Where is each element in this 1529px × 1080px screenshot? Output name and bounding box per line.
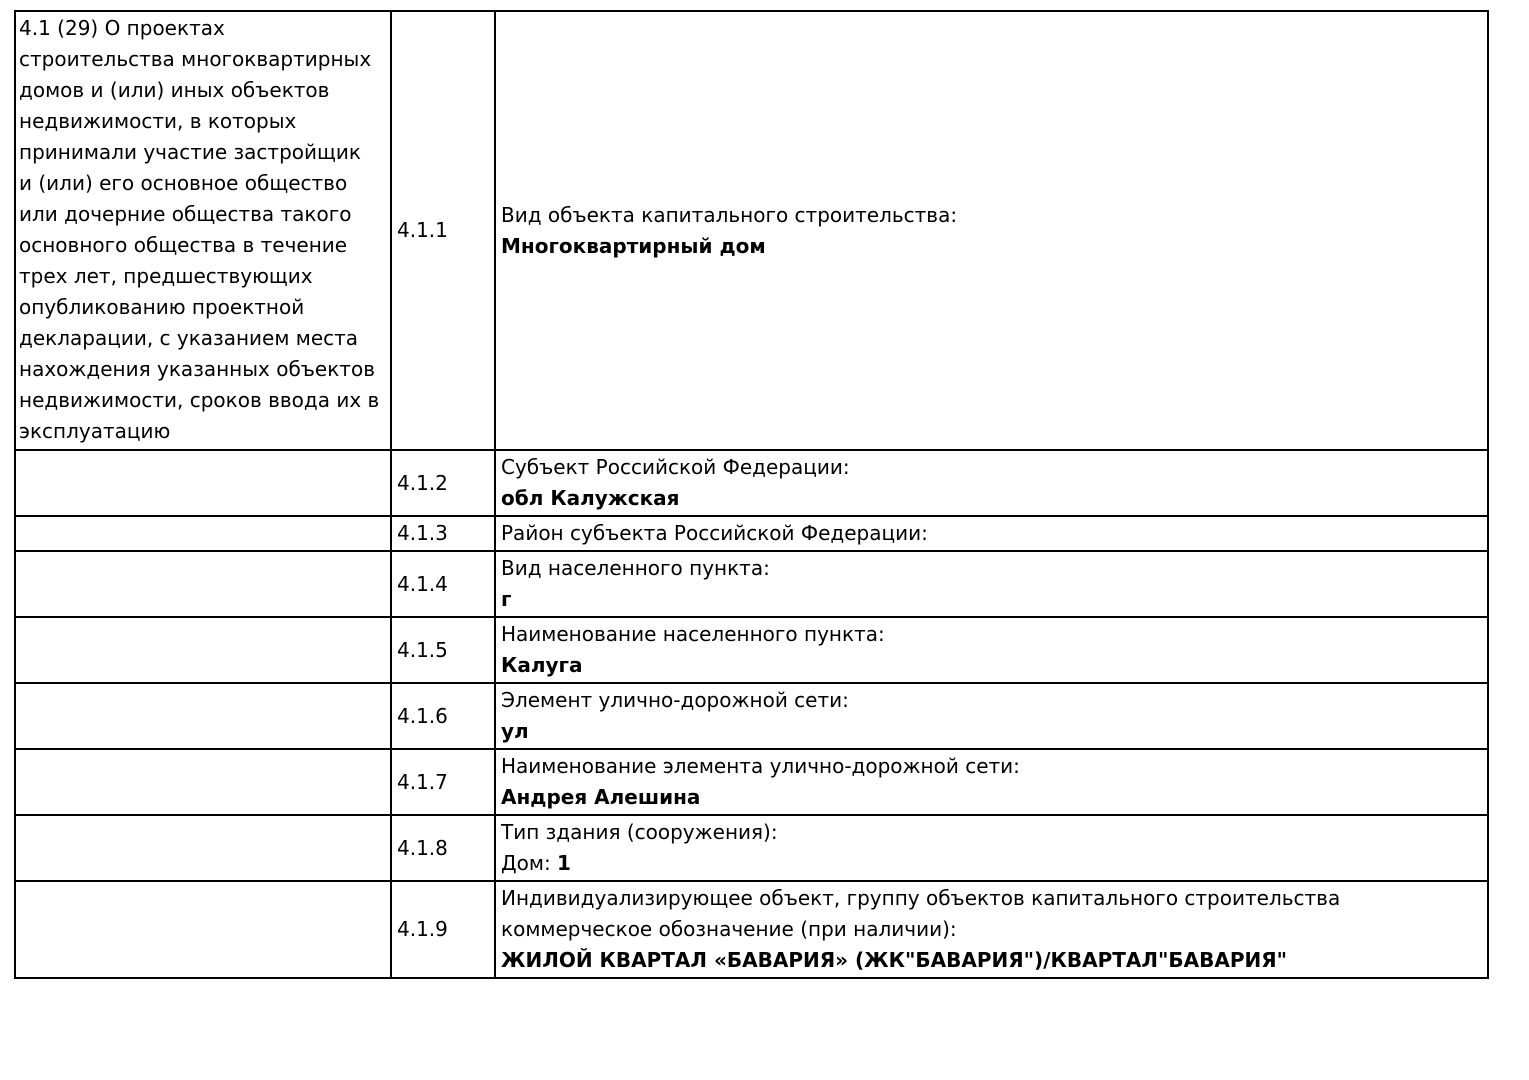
table-row (15, 815, 1488, 881)
field-label: Вид объекта капитального строительства: (501, 202, 958, 227)
field-value-line (501, 483, 1481, 514)
row-number: 4.1.7 (391, 749, 495, 815)
row-number: 4.1.5 (391, 617, 495, 683)
row-number: 4.1.4 (391, 551, 495, 617)
empty-description-cell (15, 516, 391, 551)
empty-description-cell (15, 749, 391, 815)
table-row (15, 881, 1488, 978)
field-value: ул (501, 719, 529, 743)
field-label: Тип здания (сооружения): (501, 820, 778, 844)
field-cell (495, 551, 1488, 617)
field-value: 1 (557, 851, 571, 875)
field-label: Наименование населенного пункта: (501, 622, 885, 646)
row-number: 4.1.8 (391, 815, 495, 881)
field-label: Индивидуализирующее объект, группу объектов капитального строительства коммерческое обозначение (при наличии): (501, 886, 1341, 941)
field-cell (495, 450, 1488, 516)
row-number: 4.1.2 (391, 450, 495, 516)
field-label: Элемент улично-дорожной сети: (501, 688, 849, 712)
field-value: Андрея Алешина (501, 785, 701, 809)
table-row (15, 551, 1488, 617)
empty-description-cell (15, 815, 391, 881)
field-cell (495, 11, 1488, 450)
field-cell (495, 617, 1488, 683)
field-value-line (501, 650, 1481, 681)
field-cell (495, 881, 1488, 978)
field-value: обл Калужская (501, 486, 680, 510)
field-label: Вид населенного пункта: (501, 556, 770, 580)
field-label: Наименование элемента улично-дорожной сети: (501, 754, 1020, 778)
empty-description-cell (15, 551, 391, 617)
table-row (15, 450, 1488, 516)
row-number: 4.1.9 (391, 881, 495, 978)
row-number: 4.1.3 (391, 516, 495, 551)
empty-description-cell (15, 683, 391, 749)
field-value-line (501, 782, 1481, 813)
field-label: Район субъекта Российской Федерации: (501, 521, 928, 545)
empty-description-cell (15, 617, 391, 683)
table-row (15, 749, 1488, 815)
field-label: Субъект Российской Федерации: (501, 455, 850, 479)
field-cell (495, 749, 1488, 815)
field-cell (495, 683, 1488, 749)
section-description: 4.1 (29) О проектах строительства многоквартирных домов и (или) иных объектов недвижимости, в которых принимали участие застройщик и (или) его основное общество или дочерние общества такого основного общества в течение трех лет, предшествующих опубликованию проектной декларации, с указанием места нахождения указанных объектов недвижимости, сроков ввода их в эксплуатацию (15, 11, 391, 450)
field-value: Калуга (501, 653, 583, 677)
field-value-line (501, 716, 1481, 747)
field-value: Многоквартирный дом (501, 233, 766, 258)
field-value-line (501, 584, 1481, 615)
field-value-line (501, 231, 1481, 262)
field-value-prefix: Дом: (501, 851, 558, 875)
field-cell (495, 815, 1488, 881)
empty-description-cell (15, 450, 391, 516)
table-body (15, 11, 1488, 978)
table-row (15, 683, 1488, 749)
field-cell (495, 516, 1488, 551)
project-declaration-table (14, 10, 1489, 979)
field-value: ЖИЛОЙ КВАРТАЛ «БАВАРИЯ» (ЖК"БАВАРИЯ")/КВАРТАЛ"БАВАРИЯ" (501, 948, 1288, 972)
row-number: 4.1.6 (391, 683, 495, 749)
field-value: г (501, 587, 512, 611)
empty-description-cell (15, 881, 391, 978)
row-number: 4.1.1 (391, 11, 495, 450)
table-row (15, 617, 1488, 683)
table-row (15, 516, 1488, 551)
field-value-line (501, 945, 1481, 976)
field-value-line (501, 848, 1481, 879)
table-row (15, 11, 1488, 450)
